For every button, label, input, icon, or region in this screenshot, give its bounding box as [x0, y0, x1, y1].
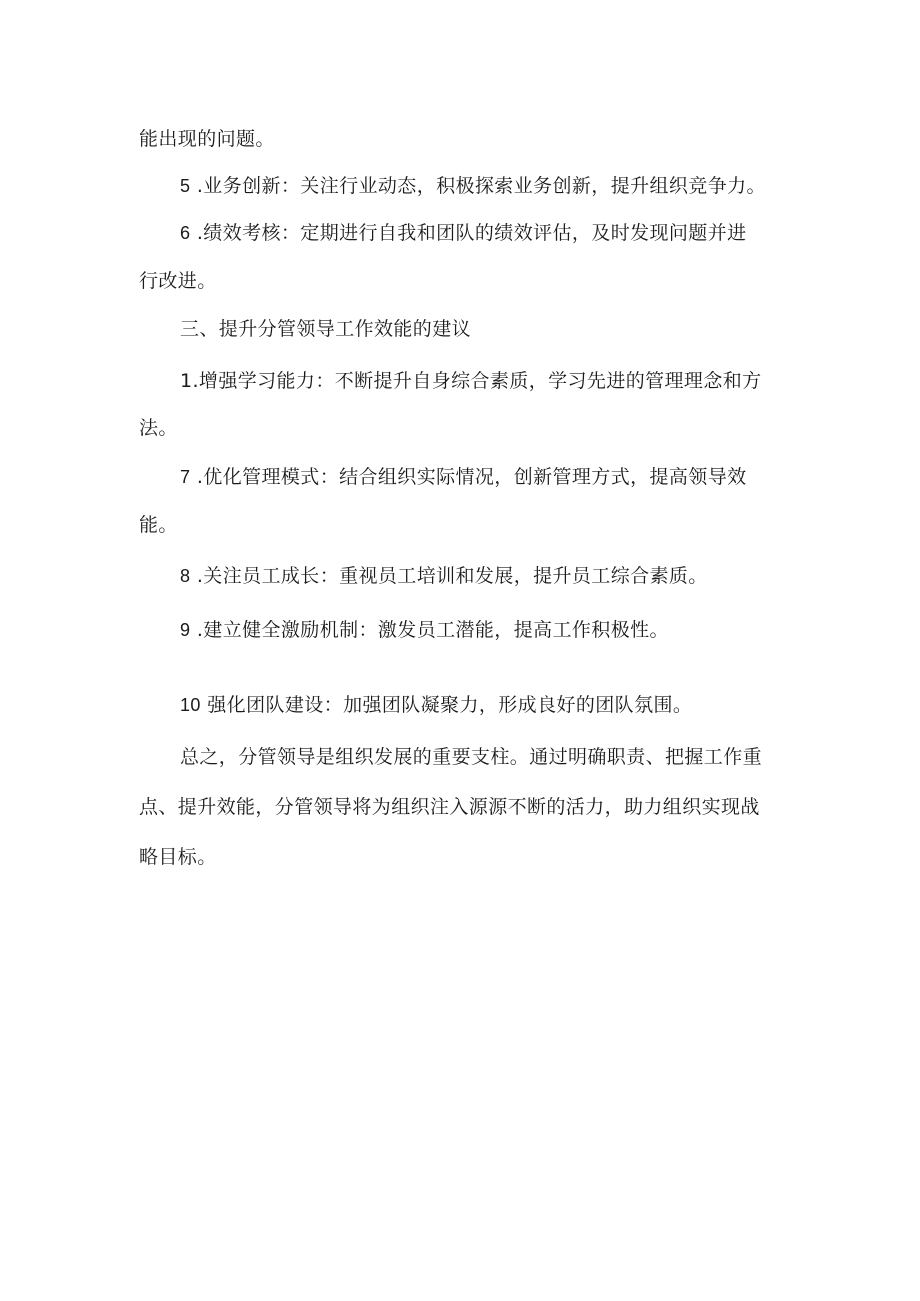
list-item-8: [180, 564, 708, 588]
list-item-5: [180, 174, 766, 198]
fragment-text: 能出现的问题。: [139, 128, 275, 150]
item-text: .绩效考核：定期进行自我和团队的绩效评估，及时发现问题并进: [190, 222, 747, 244]
list-item-10: [180, 693, 692, 717]
conclusion-text: 总之，分管领导是组织发展的重要支柱。通过明确职责、把握工作重: [180, 746, 763, 768]
item-number: 10: [180, 695, 201, 715]
item-text: .关注员工成长：重视员工培训和发展，提升员工综合素质。: [190, 565, 708, 587]
item-number: 7: [180, 467, 191, 487]
conclusion-text: 略目标。: [139, 846, 217, 868]
item-number: 8: [180, 566, 191, 586]
list-item-1-continuation: [139, 416, 178, 440]
item-text: 1.增强学习能力：不断提升自身综合素质，学习先进的管理理念和方: [180, 370, 762, 392]
section-heading: [180, 317, 471, 341]
list-item-1: [180, 369, 762, 393]
item-text: 强化团队建设：加强团队凝聚力，形成良好的团队氛围。: [200, 694, 693, 716]
item-text: .业务创新：关注行业动态，积极探索业务创新，提升组织竞争力。: [190, 175, 766, 197]
item-text-cont: 能。: [139, 514, 178, 536]
item-text: .建立健全激励机制：激发员工潜能，提高工作积极性。: [190, 619, 669, 641]
item-text-cont: 法。: [139, 417, 178, 439]
item-text-cont: 行改进。: [139, 270, 217, 292]
item-text: .优化管理模式：结合组织实际情况，创新管理方式，提高领导效: [190, 466, 747, 488]
item-number: 6: [180, 223, 191, 243]
list-item-6: [180, 221, 747, 245]
conclusion-line-3: [139, 845, 217, 869]
heading-text: 三、提升分管领导工作效能的建议: [180, 318, 472, 340]
list-item-7-continuation: [139, 513, 178, 537]
conclusion-line-2: [139, 795, 760, 819]
conclusion-line-1: [180, 745, 762, 769]
list-item-7: [180, 465, 747, 489]
item-number: 9: [180, 620, 191, 640]
paragraph-fragment: [139, 127, 275, 151]
list-item-6-continuation: [139, 269, 217, 293]
conclusion-text: 点、提升效能，分管领导将为组织注入源源不断的活力，助力组织实现战: [139, 796, 760, 818]
item-number: 5: [180, 176, 191, 196]
list-item-9: [180, 618, 669, 642]
